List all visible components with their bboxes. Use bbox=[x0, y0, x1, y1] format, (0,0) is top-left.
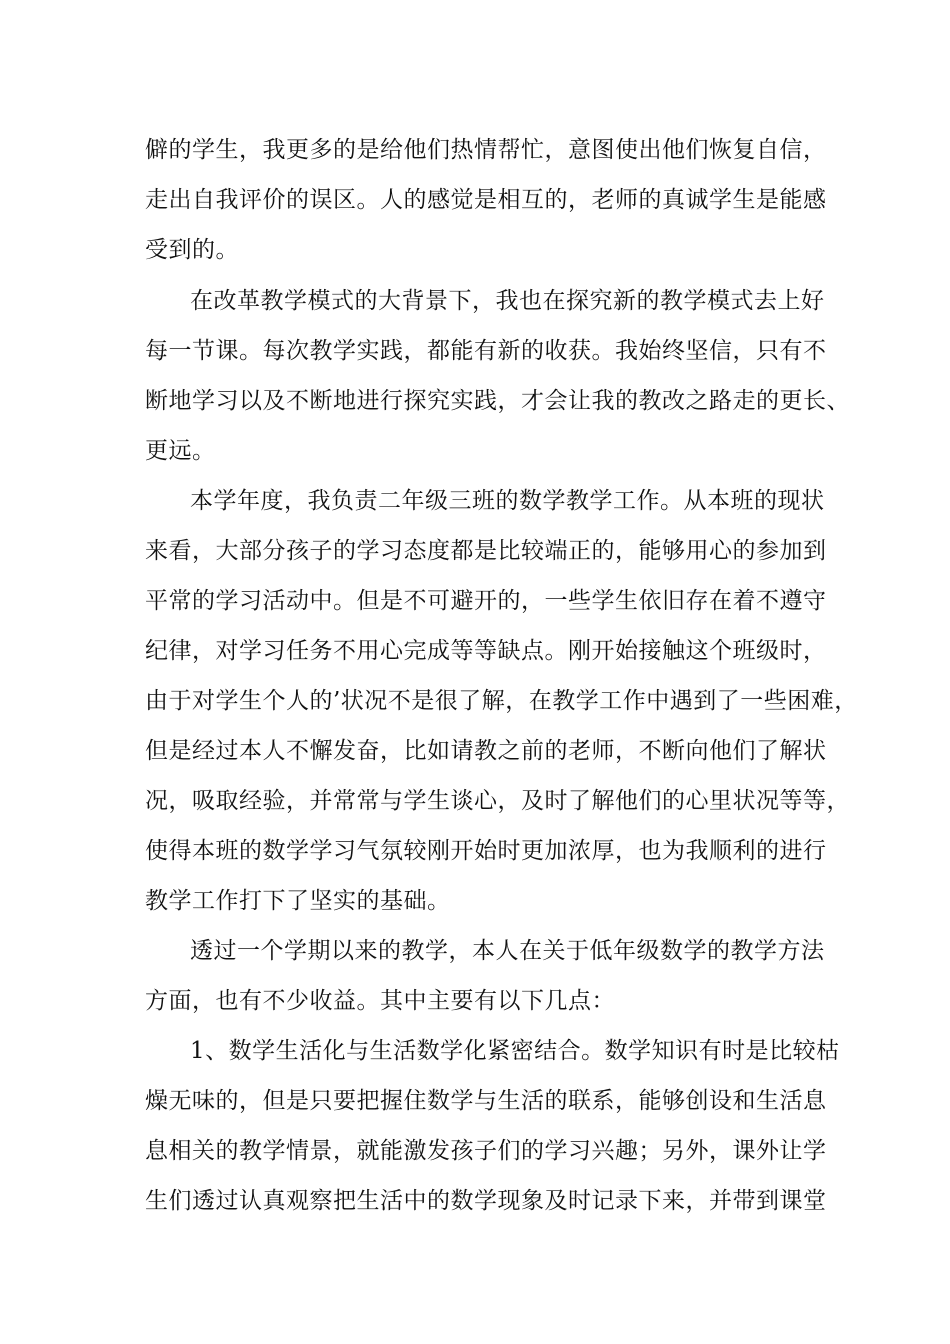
text-line-5: 每一节课。每次教学实践，都能有新的收获。我始终坚信，只有不 bbox=[145, 338, 827, 364]
text-line-21: 息相关的教学情景，就能激发孩子们的学习兴趣；另外，课外让学 bbox=[145, 1138, 827, 1164]
text-line-9: 来看，大部分孩子的学习态度都是比较端正的，能够用心的参加到 bbox=[145, 538, 827, 564]
text-line-6: 断地学习以及不断地进行探究实践，才会让我的教改之路走的更长、 bbox=[145, 388, 850, 414]
text-line-4: 在改革教学模式的大背景下，我也在探究新的教学模式去上好 bbox=[190, 288, 825, 314]
text-line-3: 受到的。 bbox=[145, 237, 239, 263]
text-line-19: 1、数学生活化与生活数学化紧密结合。数学知识有时是比较枯 bbox=[190, 1038, 840, 1064]
text-line-7: 更远。 bbox=[145, 438, 216, 464]
text-line-2: 走出自我评价的误区。人的感觉是相互的，老师的真诚学生是能感 bbox=[145, 187, 827, 213]
text-line-17: 透过一个学期以来的教学，本人在关于低年级数学的教学方法 bbox=[190, 938, 825, 964]
text-line-20: 燥无味的，但是只要把握住数学与生活的联系，能够创设和生活息 bbox=[145, 1088, 827, 1114]
text-line-10: 平常的学习活动中。但是不可避开的，一些学生依旧存在着不遵守 bbox=[145, 588, 827, 614]
text-line-13: 但是经过本人不懈发奋，比如请教之前的老师，不断向他们了解状 bbox=[145, 738, 827, 764]
text-line-15: 使得本班的数学学习气氛较刚开始时更加浓厚，也为我顺利的进行 bbox=[145, 838, 827, 864]
text-line-8: 本学年度，我负责二年级三班的数学教学工作。从本班的现状 bbox=[190, 488, 825, 514]
text-line-12: 由于对学生个人的’状况不是很了解，在教学工作中遇到了一些困难， bbox=[145, 688, 858, 714]
text-line-18: 方面，也有不少收益。其中主要有以下几点： bbox=[145, 988, 615, 1014]
text-line-16: 教学工作打下了坚实的基础。 bbox=[145, 888, 451, 914]
text-line-1: 僻的学生，我更多的是给他们热情帮忙，意图使出他们恢复自信， bbox=[145, 137, 827, 163]
text-line-22: 生们透过认真观察把生活中的数学现象及时记录下来，并带到课堂 bbox=[145, 1188, 827, 1214]
text-line-14: 况，吸取经验，并常常与学生谈心，及时了解他们的心里状况等等， bbox=[145, 788, 850, 814]
text-line-11: 纪律，对学习任务不用心完成等等缺点。刚开始接触这个班级时， bbox=[145, 638, 827, 664]
